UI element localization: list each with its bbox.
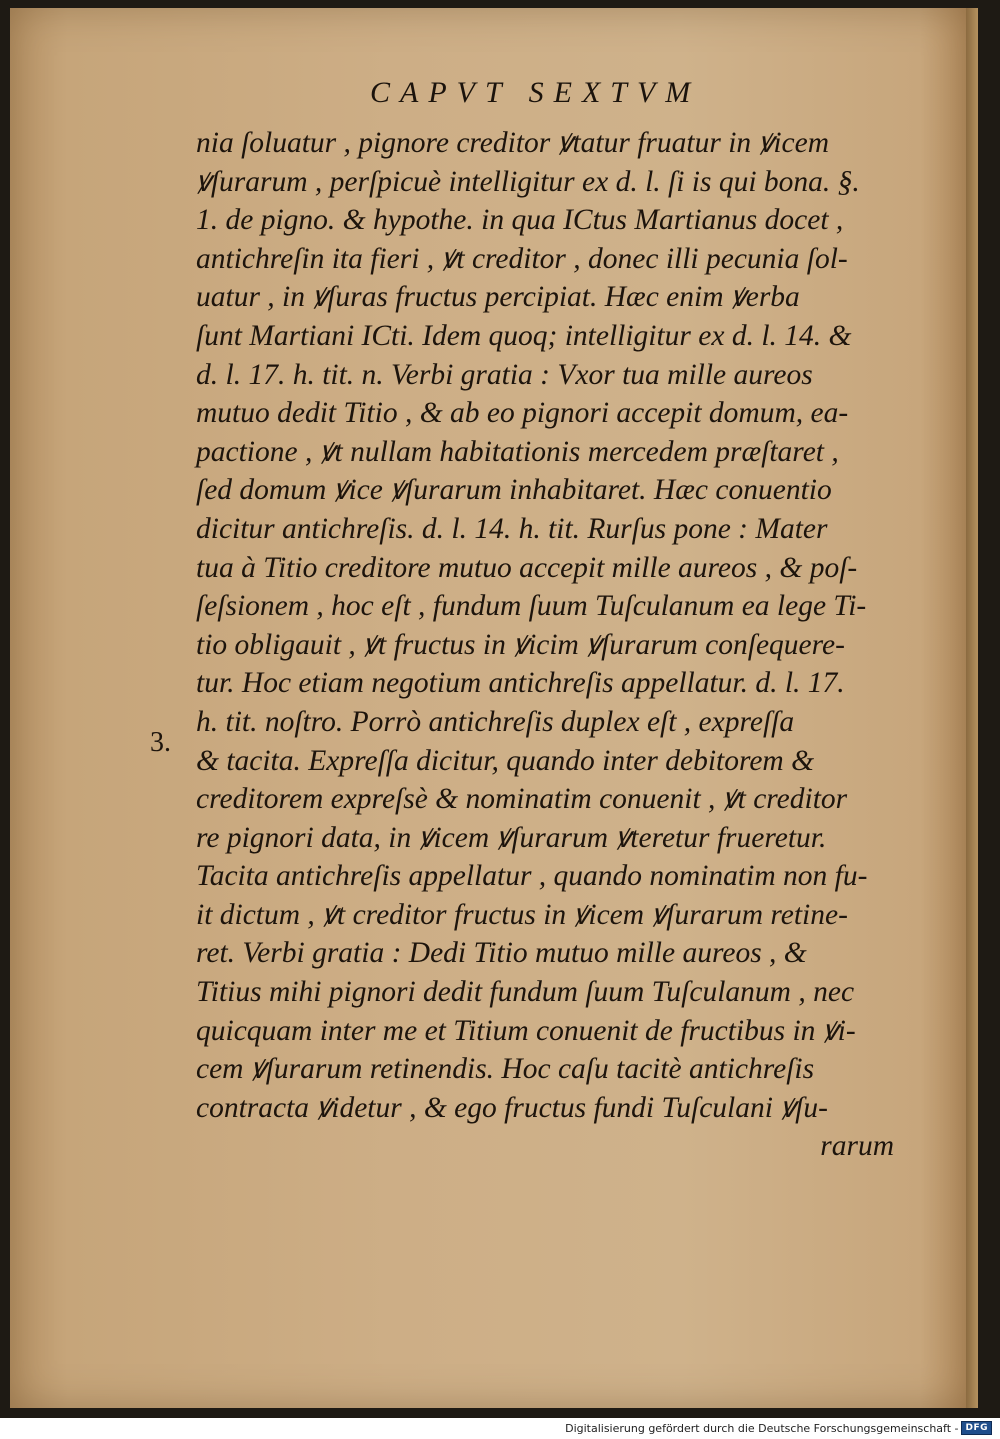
text-line: Titius mihi pignori dedit fundum ſuum Tuſculanum , nec bbox=[196, 976, 855, 1009]
page-edge bbox=[966, 8, 978, 1408]
text-line: re pignori data, in ꝟicem ꝟſurarum ꝟteretur frueretur. bbox=[196, 821, 827, 854]
text-line: Tacita antichreſis appellatur , quando nominatim non fu- bbox=[196, 860, 868, 893]
text-line: nia ſoluatur , pignore creditor ꝟtatur fruatur in ꝟicem bbox=[196, 127, 830, 159]
running-head: CAPVT SEXTVM bbox=[370, 76, 701, 109]
digitization-credit bbox=[565, 1421, 992, 1435]
text-line: creditorem expreſsè & nominatim conuenit , ꝟt creditor bbox=[196, 783, 848, 816]
text-line: ret. Verbi gratia : Dedi Titio mutuo mille aureos , & bbox=[196, 937, 807, 970]
text-line: ꝟſurarum , perſpicuè intelligitur ex d. l. ſi is qui bona. §. bbox=[196, 165, 860, 198]
text-line: ſunt Martiani ICti. Idem quoq; intelligitur ex d. l. 14. & bbox=[196, 319, 852, 352]
text-line: mutuo dedit Titio , & ab eo pignori accepit domum, ea- bbox=[196, 397, 849, 430]
text-line: pactione , ꝟt nullam habitationis mercedem præſtaret , bbox=[196, 435, 839, 468]
credit-text: Digitalisierung gefördert durch die Deutsche Forschungsgemeinschaft - bbox=[565, 1421, 959, 1435]
catchword: rarum bbox=[820, 1130, 894, 1163]
text-line: tua à Titio creditore mutuo accepit mille aureos , & poſ- bbox=[196, 551, 858, 584]
text-line: d. l. 17. h. tit. n. Verbi gratia : Vxor tua mille aureos bbox=[196, 358, 813, 391]
page-body-text bbox=[196, 124, 916, 1166]
text-line: ſeſsionem , hoc eſt , fundum ſuum Tuſculanum ea lege Ti- bbox=[196, 590, 867, 623]
text-line: tur. Hoc etiam negotium antichreſis appellatur. d. l. 17. bbox=[196, 667, 845, 700]
dfg-logo: DFG bbox=[961, 1421, 992, 1435]
text-line: contracta ꝟidetur , & ego fructus fundi Tuſculani ꝟſu- bbox=[196, 1091, 828, 1124]
text-line: h. tit. noſtro. Porrò antichreſis duplex eſt , expreſſa bbox=[196, 705, 795, 738]
text-line: & tacita. Expreſſa dicitur, quando inter debitorem & bbox=[196, 744, 815, 777]
marginal-number: 3. bbox=[150, 727, 171, 758]
text-line: antichreſin ita fieri , ꝟt creditor , donec illi pecunia ſol- bbox=[196, 242, 848, 275]
text-line: quicquam inter me et Titium conuenit de fructibus in ꝟi- bbox=[196, 1014, 856, 1047]
text-line: cem ꝟſurarum retinendis. Hoc caſu tacitè antichreſis bbox=[196, 1053, 815, 1086]
text-line: 1. de pigno. & hypothe. in qua ICtus Martianus docet , bbox=[196, 204, 844, 237]
text-line: it dictum , ꝟt creditor fructus in ꝟicem ꝟſurarum retine- bbox=[196, 898, 848, 931]
text-line: ſed domum ꝟice ꝟſurarum inhabitaret. Hæc conuentio bbox=[196, 474, 832, 507]
text-line: dicitur antichreſis. d. l. 14. h. tit. Rurſus pone : Mater bbox=[196, 512, 828, 545]
text-line: tio obligauit , ꝟt fructus in ꝟicim ꝟſurarum conſequere- bbox=[196, 628, 845, 661]
text-line: uatur , in ꝟſuras fructus percipiat. Hæc enim ꝟerba bbox=[196, 281, 800, 314]
